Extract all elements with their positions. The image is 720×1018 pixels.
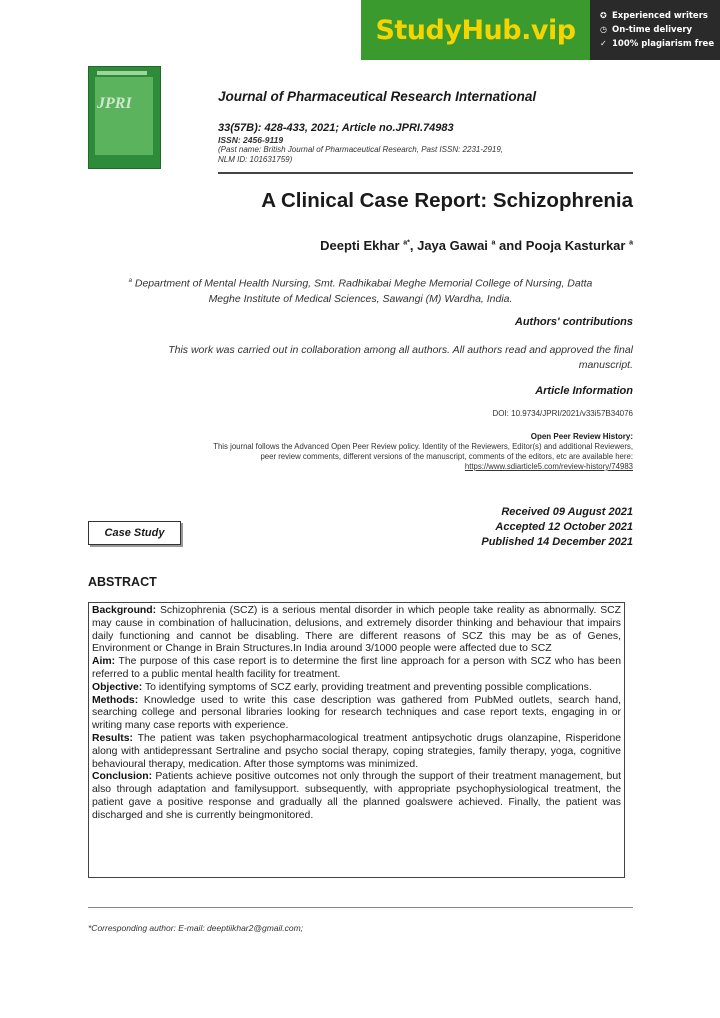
abstract-objective <box>92 682 621 695</box>
accepted-date: Accepted 12 October 2021 <box>495 521 633 533</box>
doi: DOI: 10.9734/JPRI/2021/v33i57B34076 <box>492 409 633 418</box>
feature-label: On-time delivery <box>612 25 693 35</box>
peer-review-line: peer review comments, different versions of the manuscript, comments of the editors, etc are available here: <box>260 452 633 461</box>
publication-dates <box>481 505 633 550</box>
peer-review-line: This journal follows the Advanced Open Peer Review policy. Identity of the Reviewers, Editor(s) and additional Reviewers, <box>213 442 633 451</box>
journal-nlm-id: NLM ID: 101631759) <box>218 155 293 164</box>
abstract-conclusion <box>92 771 621 822</box>
peer-review-text <box>88 442 633 472</box>
cover-logo-text: JPRI <box>97 95 132 112</box>
feature-label: 100% plagiarism free <box>612 39 715 49</box>
journal-cover-image <box>88 66 161 169</box>
contributions-heading: Authors' contributions <box>514 316 633 328</box>
feature-label: Experienced writers <box>612 11 708 21</box>
star-icon: ✪ <box>600 11 607 20</box>
abstract-text: The purpose of this case report is to determine the first line approach for a person with SCZ who has been referred to a public mental health facility for treatment. <box>92 656 621 680</box>
abstract-heading: ABSTRACT <box>88 575 157 589</box>
author-name: , Jaya Gawai <box>409 238 492 253</box>
feature-item <box>600 37 720 51</box>
abstract-label: Results: <box>92 732 133 744</box>
contributions-line: manuscript. <box>578 359 633 371</box>
abstract-label: Conclusion: <box>92 771 153 783</box>
feature-item <box>600 23 720 37</box>
abstract-text: To identifying symptoms of SCZ early, providing treatment and preventing possible complications. <box>142 681 592 693</box>
abstract-text: Knowledge used to write this case description was gathered from PubMed outlets, search hand, searching college and personal libraries looking for research techniques and case report texts, engaging in or writing many case reports with experience. <box>92 694 621 732</box>
abstract-methods <box>92 695 621 733</box>
journal-past-name: (Past name: British Journal of Pharmaceutical Research, Past ISSN: 2231-2919, <box>218 145 504 154</box>
feature-item <box>600 9 720 23</box>
studyhub-logo: StudyHub.vip <box>375 14 576 46</box>
abstract-label: Background: <box>92 605 157 616</box>
author-name: Deepti Ekhar <box>320 238 404 253</box>
abstract-text: Patients achieve positive outcomes not only through the support of their treatment management, but also through adaptation and familysupport. subsequently, with appropriate psychophysiological treatment, the patient gave a positive response and gradually all the planned goalswere achieved. Finally, the patient was discharged and she is currently beingmonitored. <box>92 771 621 821</box>
received-date: Received 09 August 2021 <box>501 506 633 518</box>
abstract-text: The patient was taken psychopharmacological treatment antipsychotic drugs olanzapine, Risperidone along with antidepressant Sertraline and psycho social therapy, coping strategies, family therapy, yoga, cognitive behavioural therapy, medication. After those symptoms was minimized. <box>92 732 621 770</box>
affiliation-line: Meghe Institute of Medical Sciences, Sawangi (M) Wardha, India. <box>208 292 513 305</box>
contributions-line: This work was carried out in collaboration among all authors. All authors read and approved the final <box>168 344 633 356</box>
abstract-background <box>92 605 621 656</box>
banner-features <box>590 0 720 60</box>
article-type-badge: Case Study <box>88 521 181 545</box>
affiliation-mark: a <box>128 278 132 284</box>
footnote-divider <box>88 907 633 908</box>
article-info-heading: Article Information <box>535 385 633 397</box>
abstract-label: Objective: <box>92 681 143 693</box>
author-affiliation-mark: a* <box>403 239 410 247</box>
paper-title: A Clinical Case Report: Schizophrenia <box>261 189 633 212</box>
abstract-box <box>88 602 625 878</box>
affiliation-line: Department of Mental Health Nursing, Smt. Radhikabai Meghe Memorial College of Nursing, Datta <box>131 277 593 290</box>
cover-header-bar <box>97 71 147 75</box>
cover-panel <box>95 77 153 155</box>
published-date: Published 14 December 2021 <box>481 536 633 548</box>
author-name: and Pooja Kasturkar <box>495 238 630 253</box>
abstract-text: Schizophrenia (SCZ) is a serious mental disorder in which people take reality as abnormally. SCZ may cause in combination of hallucination, delusions, and extremely disorder thinking and behaviour that impairs daily functioning and cannot be disabling. There are different reasons of SCZ this may be as of Genes, Environment or Change in Brain Structures.In India around 3/1000 people were affected due to SCZ <box>92 605 621 655</box>
studyhub-logo-panel <box>361 0 590 60</box>
abstract-aim <box>92 656 621 682</box>
journal-info <box>218 122 503 165</box>
affiliation <box>88 274 633 307</box>
check-icon: ✓ <box>600 39 607 48</box>
journal-name: Journal of Pharmaceutical Research International <box>218 89 537 104</box>
author-affiliation-mark: a <box>629 239 633 247</box>
header-divider <box>218 172 633 174</box>
author-affiliation-mark: a <box>491 239 496 247</box>
journal-issn: ISSN: 2456-9119 <box>218 135 284 145</box>
abstract-results <box>92 733 621 771</box>
peer-review-heading: Open Peer Review History: <box>530 432 633 441</box>
author-list <box>320 238 633 253</box>
studyhub-banner[interactable] <box>361 0 720 60</box>
contributions-text <box>88 343 633 373</box>
clock-icon: ◷ <box>600 25 607 34</box>
corresponding-author-footnote: *Corresponding author: E-mail: deeptiikhar2@gmail.com; <box>88 923 304 933</box>
journal-volume: 33(57B): 428-433, 2021; Article no.JPRI.74983 <box>218 122 454 134</box>
abstract-label: Methods: <box>92 694 139 706</box>
peer-review-link[interactable]: https://www.sdiarticle5.com/review-history/74983 <box>464 462 633 471</box>
abstract-label: Aim: <box>92 656 116 668</box>
